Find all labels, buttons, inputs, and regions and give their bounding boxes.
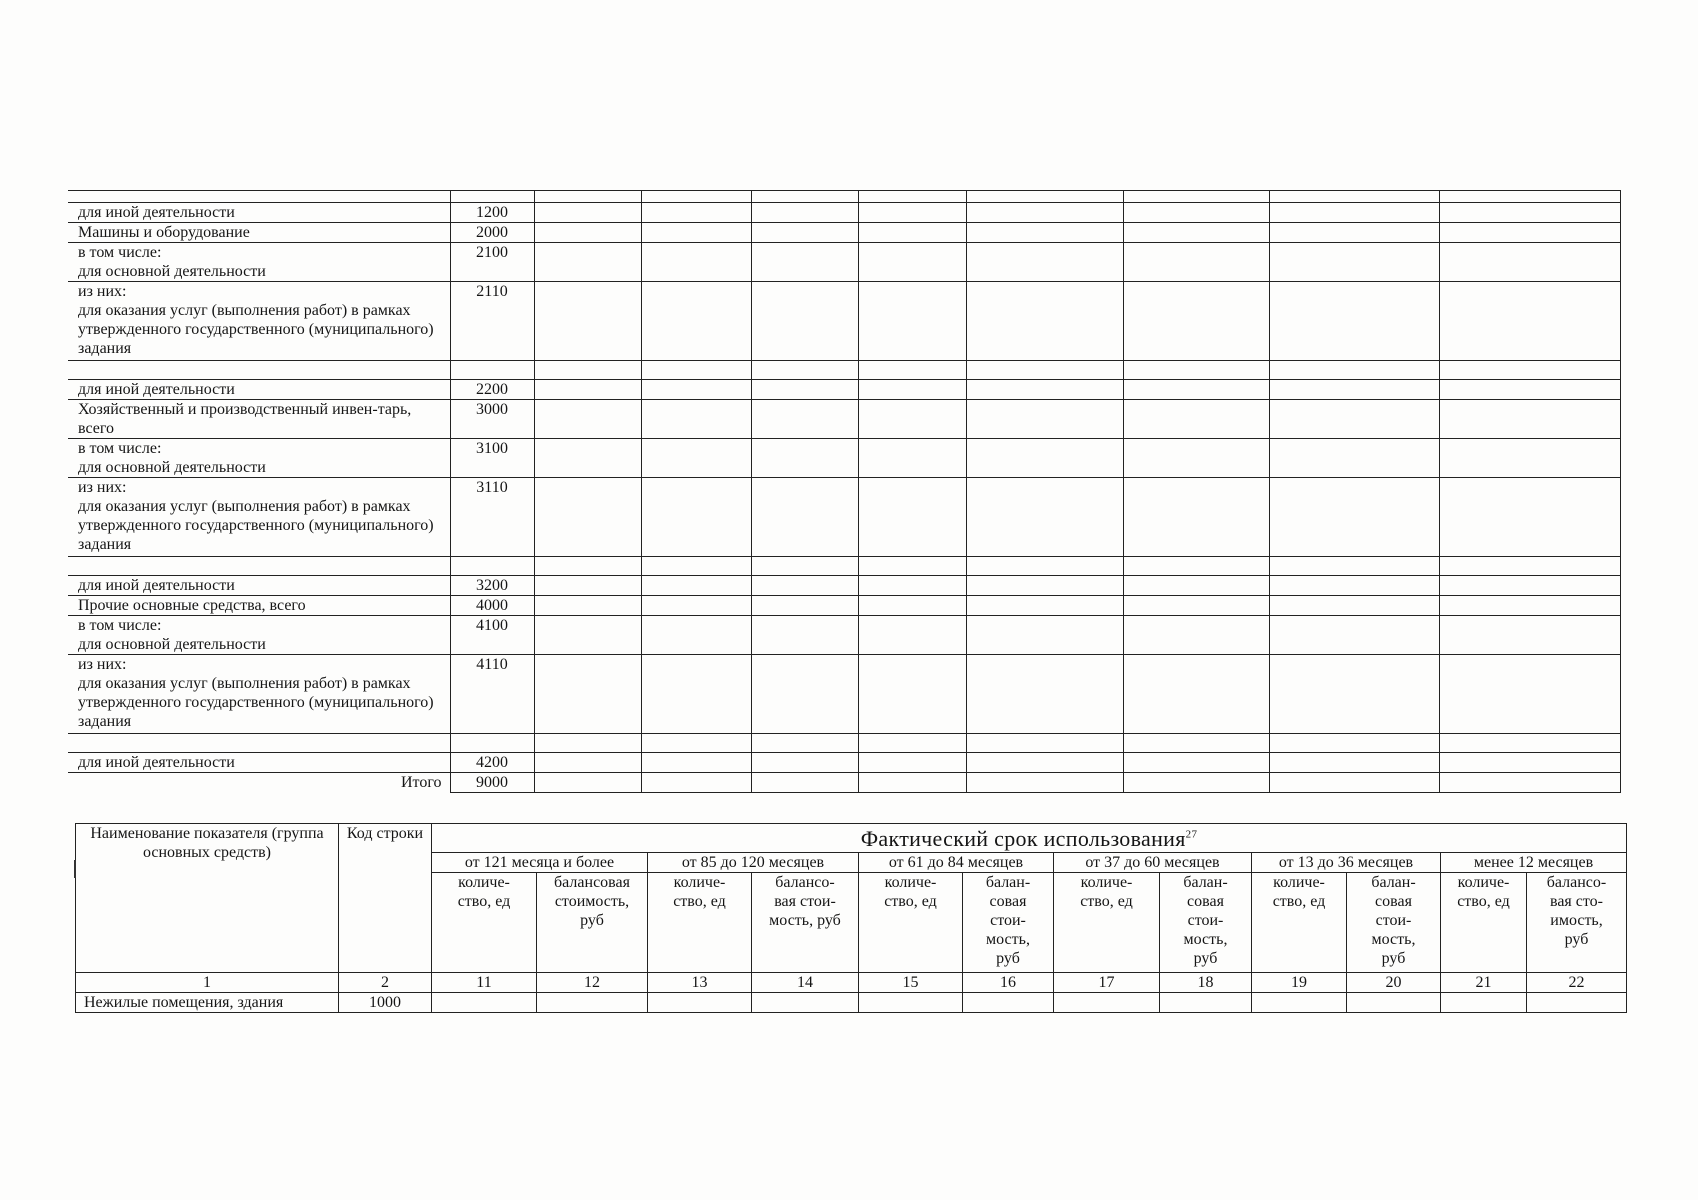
- value-cell: [966, 616, 1123, 655]
- value-cell: [1439, 478, 1620, 557]
- value-cell: [858, 576, 966, 596]
- row-name-cell: из них: для оказания услуг (выполнения работ) в рамках утвержденного государственного (муниципального) задания: [68, 655, 450, 734]
- period-group-header: от 85 до 120 месяцев: [648, 853, 859, 873]
- value-cell: [966, 223, 1123, 243]
- value-cell: [1269, 223, 1439, 243]
- usage-period-title-text: Фактический срок использования: [860, 826, 1186, 851]
- value-cell: [641, 191, 751, 203]
- cost-subheader: балансо- вая стои- мость, руб: [752, 873, 859, 973]
- period-group-header: от 121 месяца и более: [432, 853, 648, 873]
- value-cell: [534, 557, 641, 576]
- value-cell: [858, 753, 966, 773]
- value-cell: [1123, 400, 1269, 439]
- value-cell: [1252, 993, 1347, 1013]
- value-cell: [1123, 734, 1269, 753]
- value-cell: [858, 191, 966, 203]
- value-cell: [966, 753, 1123, 773]
- row-code-cell: [450, 191, 534, 203]
- value-cell: [1269, 380, 1439, 400]
- value-cell: [641, 380, 751, 400]
- value-cell: [966, 576, 1123, 596]
- value-cell: [1269, 655, 1439, 734]
- value-cell: [751, 380, 858, 400]
- name-column-header: Наименование показателя (группа основных средств): [76, 824, 339, 973]
- value-cell: [751, 282, 858, 361]
- value-cell: [963, 993, 1054, 1013]
- value-cell: [751, 203, 858, 223]
- value-cell: [1269, 282, 1439, 361]
- upper-table-row: [68, 191, 1620, 203]
- value-cell: [641, 734, 751, 753]
- value-cell: [966, 557, 1123, 576]
- value-cell: [751, 655, 858, 734]
- value-cell: [534, 282, 641, 361]
- value-cell: [641, 203, 751, 223]
- value-cell: [858, 655, 966, 734]
- value-cell: [1439, 203, 1620, 223]
- column-number-cell: 22: [1527, 973, 1627, 993]
- row-name-cell: для иной деятельности: [68, 203, 450, 223]
- upper-table-row: [68, 616, 1620, 655]
- value-cell: [858, 557, 966, 576]
- column-number-cell: 11: [432, 973, 537, 993]
- value-cell: [1123, 361, 1269, 380]
- row-code-cell: 3110: [450, 478, 534, 557]
- value-cell: [751, 616, 858, 655]
- value-cell: [1269, 243, 1439, 282]
- value-cell: [1439, 616, 1620, 655]
- value-cell: [1347, 993, 1441, 1013]
- value-cell: [641, 753, 751, 773]
- upper-table-row: [68, 380, 1620, 400]
- row-name-cell: [68, 557, 450, 576]
- value-cell: [1123, 439, 1269, 478]
- upper-table-row: [68, 576, 1620, 596]
- value-cell: [641, 557, 751, 576]
- value-cell: [966, 243, 1123, 282]
- value-cell: [966, 282, 1123, 361]
- value-cell: [1439, 282, 1620, 361]
- value-cell: [1527, 993, 1627, 1013]
- value-cell: [1269, 203, 1439, 223]
- row-name-cell: из них: для оказания услуг (выполнения работ) в рамках утвержденного государственного (муниципального) задания: [68, 282, 450, 361]
- value-cell: [751, 361, 858, 380]
- value-cell: [1269, 773, 1439, 793]
- cost-subheader: балан- совая стои- мость, руб: [963, 873, 1054, 973]
- value-cell: [1123, 576, 1269, 596]
- value-cell: [966, 191, 1123, 203]
- row-name-cell: в том числе: для основной деятельности: [68, 616, 450, 655]
- value-cell: [641, 439, 751, 478]
- column-number-cell: 13: [648, 973, 752, 993]
- value-cell: [1439, 557, 1620, 576]
- value-cell: [966, 380, 1123, 400]
- value-cell: [534, 223, 641, 243]
- value-cell: [1054, 993, 1160, 1013]
- value-cell: [1439, 380, 1620, 400]
- row-name-cell: для иной деятельности: [68, 576, 450, 596]
- value-cell: [751, 753, 858, 773]
- value-cell: [534, 596, 641, 616]
- row-code-cell: 2110: [450, 282, 534, 361]
- value-cell: [1269, 191, 1439, 203]
- value-cell: [858, 203, 966, 223]
- value-cell: [641, 282, 751, 361]
- value-cell: [966, 596, 1123, 616]
- row-code-cell: 9000: [450, 773, 534, 793]
- row-name-cell: из них: для оказания услуг (выполнения работ) в рамках утвержденного государственного (муниципального) задания: [68, 478, 450, 557]
- column-number-cell: 20: [1347, 973, 1441, 993]
- row-code-cell: 2100: [450, 243, 534, 282]
- value-cell: [1441, 993, 1527, 1013]
- value-cell: [1439, 223, 1620, 243]
- value-cell: [1439, 576, 1620, 596]
- value-cell: [534, 773, 641, 793]
- value-cell: [1123, 616, 1269, 655]
- cost-subheader: балан- совая стои- мость, руб: [1347, 873, 1441, 973]
- usage-period-title: [432, 824, 1627, 853]
- value-cell: [858, 361, 966, 380]
- value-cell: [966, 439, 1123, 478]
- upper-table-row: [68, 243, 1620, 282]
- value-cell: [751, 243, 858, 282]
- value-cell: [966, 400, 1123, 439]
- column-number-cell: 1: [76, 973, 339, 993]
- row-name-cell: в том числе: для основной деятельности: [68, 439, 450, 478]
- value-cell: [858, 773, 966, 793]
- value-cell: [858, 400, 966, 439]
- quantity-subheader: количе- ство, ед: [432, 873, 537, 973]
- upper-table-row: [68, 478, 1620, 557]
- row-name-cell: Итого: [68, 773, 450, 793]
- value-cell: [641, 223, 751, 243]
- row-name-cell: для иной деятельности: [68, 753, 450, 773]
- upper-table: [68, 190, 1621, 793]
- value-cell: [966, 361, 1123, 380]
- value-cell: [858, 243, 966, 282]
- value-cell: [966, 203, 1123, 223]
- upper-table-row: [68, 753, 1620, 773]
- value-cell: [1269, 616, 1439, 655]
- value-cell: [751, 478, 858, 557]
- column-number-cell: 16: [963, 973, 1054, 993]
- value-cell: [534, 616, 641, 655]
- value-cell: [858, 596, 966, 616]
- upper-table-row: [68, 223, 1620, 243]
- value-cell: [1123, 753, 1269, 773]
- value-cell: [1439, 439, 1620, 478]
- value-cell: [858, 282, 966, 361]
- row-name-cell: [68, 191, 450, 203]
- value-cell: [1123, 282, 1269, 361]
- value-cell: [1123, 478, 1269, 557]
- row-code-cell: 4100: [450, 616, 534, 655]
- column-number-row: [76, 973, 1627, 993]
- value-cell: [641, 478, 751, 557]
- upper-table-row: [68, 557, 1620, 576]
- value-cell: [1123, 191, 1269, 203]
- value-cell: [432, 993, 537, 1013]
- value-cell: [534, 203, 641, 223]
- row-name-cell: [68, 361, 450, 380]
- quantity-subheader: количе- ство, ед: [1054, 873, 1160, 973]
- value-cell: [752, 993, 859, 1013]
- upper-table-row: [68, 655, 1620, 734]
- value-cell: [1269, 400, 1439, 439]
- value-cell: [1439, 773, 1620, 793]
- row-code-cell: [450, 361, 534, 380]
- value-cell: [1439, 753, 1620, 773]
- value-cell: [1439, 596, 1620, 616]
- row-code-cell: 2000: [450, 223, 534, 243]
- value-cell: [1123, 655, 1269, 734]
- value-cell: [534, 576, 641, 596]
- column-number-cell: 14: [752, 973, 859, 993]
- value-cell: [1439, 243, 1620, 282]
- period-group-header: менее 12 месяцев: [1441, 853, 1627, 873]
- value-cell: [858, 223, 966, 243]
- period-group-header: от 13 до 36 месяцев: [1252, 853, 1441, 873]
- value-cell: [1123, 243, 1269, 282]
- quantity-subheader: количе- ство, ед: [648, 873, 752, 973]
- row-code-cell: 4000: [450, 596, 534, 616]
- period-group-header: от 37 до 60 месяцев: [1054, 853, 1252, 873]
- value-cell: [537, 993, 648, 1013]
- value-cell: [534, 655, 641, 734]
- value-cell: [534, 191, 641, 203]
- value-cell: [751, 773, 858, 793]
- value-cell: [858, 616, 966, 655]
- value-cell: [641, 361, 751, 380]
- value-cell: [751, 400, 858, 439]
- value-cell: [534, 380, 641, 400]
- column-number-cell: 17: [1054, 973, 1160, 993]
- value-cell: [751, 596, 858, 616]
- data-row-1000: [76, 993, 1627, 1013]
- row-code-cell: [450, 557, 534, 576]
- value-cell: [858, 439, 966, 478]
- value-cell: [1123, 557, 1269, 576]
- value-cell: [1269, 734, 1439, 753]
- value-cell: [751, 557, 858, 576]
- row-code-cell: 1000: [339, 993, 432, 1013]
- value-cell: [751, 734, 858, 753]
- value-cell: [859, 993, 963, 1013]
- value-cell: [1123, 380, 1269, 400]
- value-cell: [966, 655, 1123, 734]
- upper-table-row: [68, 773, 1620, 793]
- value-cell: [1269, 753, 1439, 773]
- value-cell: [858, 478, 966, 557]
- cost-subheader: балансо- вая сто- имость, руб: [1527, 873, 1627, 973]
- column-number-cell: 15: [859, 973, 963, 993]
- value-cell: [858, 380, 966, 400]
- row-code-cell: 4200: [450, 753, 534, 773]
- value-cell: [534, 753, 641, 773]
- cost-subheader: балан- совая стои- мость, руб: [1160, 873, 1252, 973]
- row-code-cell: 1200: [450, 203, 534, 223]
- column-number-cell: 12: [537, 973, 648, 993]
- code-column-header: Код строки: [339, 824, 432, 973]
- upper-table-row: [68, 400, 1620, 439]
- row-name-cell: Хозяйственный и производственный инвен-тарь, всего: [68, 400, 450, 439]
- value-cell: [858, 734, 966, 753]
- value-cell: [1439, 191, 1620, 203]
- row-name-cell: в том числе: для основной деятельности: [68, 243, 450, 282]
- value-cell: [1123, 203, 1269, 223]
- row-code-cell: 3000: [450, 400, 534, 439]
- value-cell: [1269, 361, 1439, 380]
- value-cell: [534, 243, 641, 282]
- value-cell: [641, 616, 751, 655]
- quantity-subheader: количе- ство, ед: [859, 873, 963, 973]
- value-cell: [534, 734, 641, 753]
- row-code-cell: 3100: [450, 439, 534, 478]
- row-name-cell: Машины и оборудование: [68, 223, 450, 243]
- quantity-subheader: количе- ство, ед: [1252, 873, 1347, 973]
- lower-header-row-1: [76, 824, 1627, 853]
- value-cell: [966, 773, 1123, 793]
- value-cell: [641, 655, 751, 734]
- upper-table-row: [68, 203, 1620, 223]
- row-code-cell: 4110: [450, 655, 534, 734]
- value-cell: [534, 439, 641, 478]
- value-cell: [751, 576, 858, 596]
- row-name-cell: Нежилые помещения, здания: [76, 993, 339, 1013]
- value-cell: [1123, 223, 1269, 243]
- value-cell: [1123, 596, 1269, 616]
- upper-table-body: [68, 191, 1620, 793]
- value-cell: [534, 361, 641, 380]
- value-cell: [641, 400, 751, 439]
- value-cell: [1123, 773, 1269, 793]
- row-name-cell: [68, 734, 450, 753]
- value-cell: [648, 993, 752, 1013]
- value-cell: [641, 576, 751, 596]
- value-cell: [641, 773, 751, 793]
- row-code-cell: 3200: [450, 576, 534, 596]
- row-code-cell: [450, 734, 534, 753]
- value-cell: [534, 478, 641, 557]
- value-cell: [1269, 596, 1439, 616]
- row-code-cell: 2200: [450, 380, 534, 400]
- upper-table-row: [68, 282, 1620, 361]
- upper-table-row: [68, 596, 1620, 616]
- value-cell: [751, 223, 858, 243]
- row-name-cell: Прочие основные средства, всего: [68, 596, 450, 616]
- column-number-cell: 2: [339, 973, 432, 993]
- upper-table-row: [68, 361, 1620, 380]
- period-group-header: от 61 до 84 месяцев: [859, 853, 1054, 873]
- cost-subheader: балансовая стоимость, руб: [537, 873, 648, 973]
- value-cell: [1160, 993, 1252, 1013]
- row-name-cell: для иной деятельности: [68, 380, 450, 400]
- title-footnote: 27: [1185, 828, 1198, 841]
- value-cell: [534, 400, 641, 439]
- value-cell: [1269, 557, 1439, 576]
- value-cell: [751, 191, 858, 203]
- value-cell: [966, 734, 1123, 753]
- value-cell: [1439, 655, 1620, 734]
- column-number-cell: 18: [1160, 973, 1252, 993]
- scan-artifact-mark: [74, 860, 76, 878]
- quantity-subheader: количе- ство, ед: [1441, 873, 1527, 973]
- value-cell: [1269, 439, 1439, 478]
- upper-table-row: [68, 734, 1620, 753]
- value-cell: [1439, 734, 1620, 753]
- upper-table-row: [68, 439, 1620, 478]
- value-cell: [1269, 576, 1439, 596]
- lower-table: [75, 823, 1627, 1013]
- value-cell: [966, 478, 1123, 557]
- value-cell: [1439, 400, 1620, 439]
- value-cell: [751, 439, 858, 478]
- column-number-cell: 19: [1252, 973, 1347, 993]
- value-cell: [1269, 478, 1439, 557]
- column-number-cell: 21: [1441, 973, 1527, 993]
- value-cell: [641, 596, 751, 616]
- value-cell: [1439, 361, 1620, 380]
- value-cell: [641, 243, 751, 282]
